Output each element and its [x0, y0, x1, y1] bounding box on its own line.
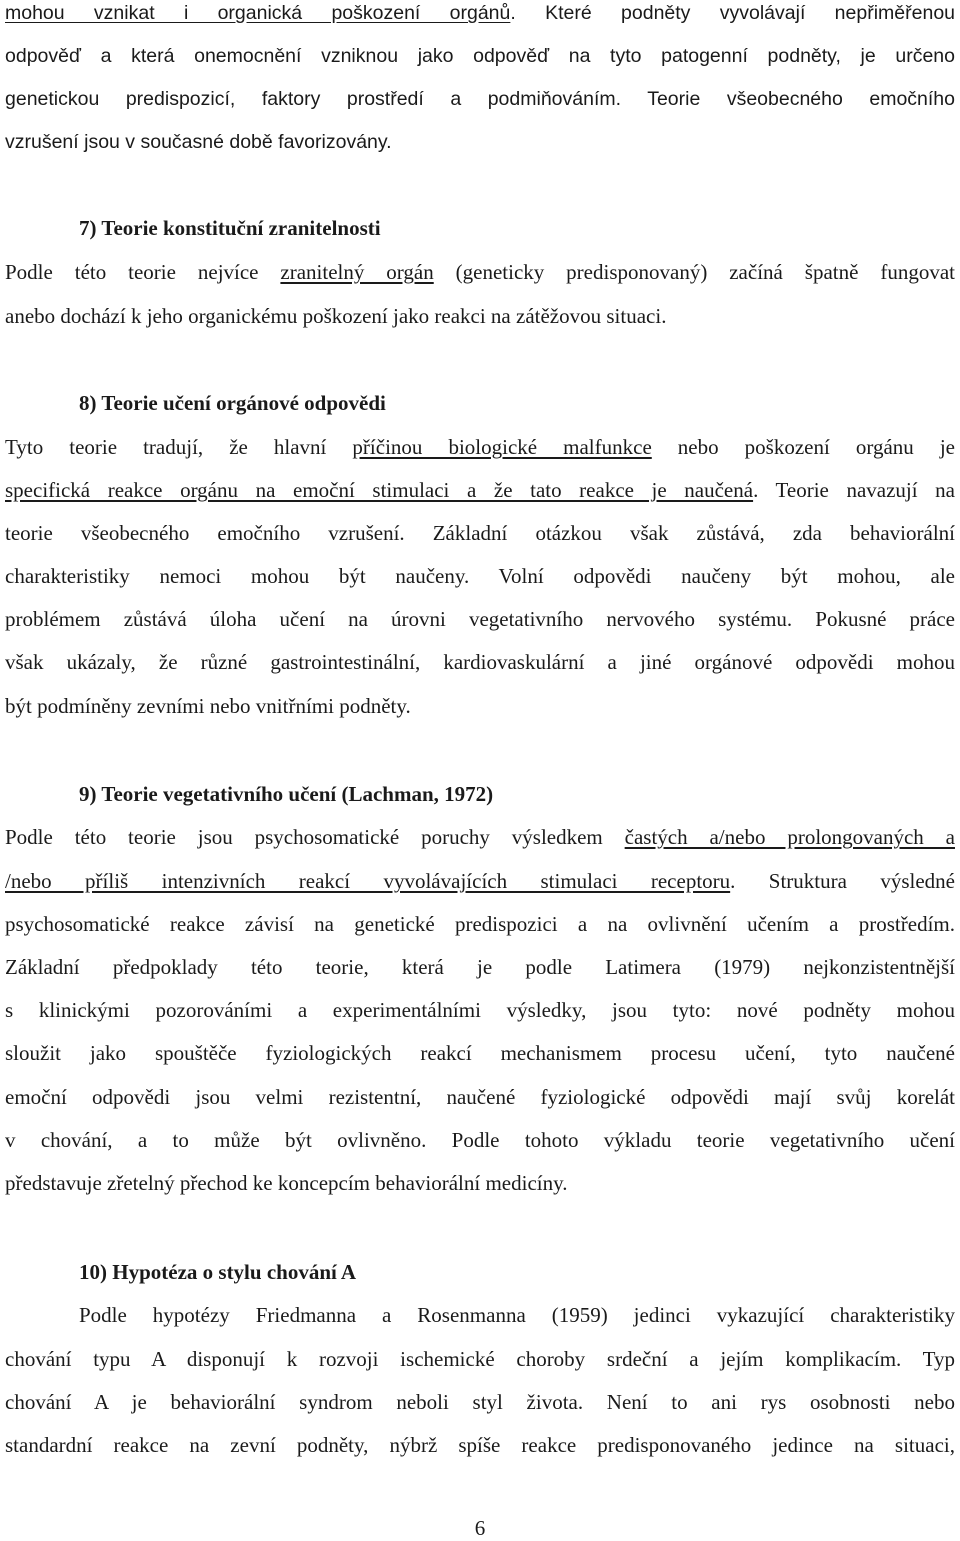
section-9-line-8: v chování, a to může být ovlivněno. Podle tohoto výkladu teorie vegetativního učení	[5, 1128, 955, 1152]
section-8-line-3: teorie všeobecného emočního vzrušení. Základní otázkou však zůstává, zda behaviorální	[5, 521, 955, 545]
intro-line-3: genetickou predispozicí, faktory prostředí a podmiňováním. Teorie všeobecného emočního	[5, 88, 955, 110]
section-8-line-1	[5, 434, 955, 460]
underlined-phrase: častých a/nebo prolongovaných a	[624, 825, 955, 849]
text-run: (geneticky predisponovaný) začíná špatně fungovat	[433, 260, 955, 284]
section-9-line-1	[5, 824, 955, 850]
underlined-phrase: příčinou biologické malfunkce	[352, 435, 652, 459]
page-number: 6	[474, 1516, 486, 1540]
underlined-phrase: mohou vznikat i organická poškození orgánů	[5, 2, 511, 24]
section-9-line-5: s klinickými pozorováními a experimentálními výsledky, jsou tyto: nové podněty mohou	[5, 998, 955, 1022]
section-10-heading: 10) Hypotéza o stylu chování A	[79, 1260, 357, 1284]
section-9-line-6: sloužit jako spouštěče fyziologických reakcí mechanismem procesu učení, tyto naučené	[5, 1041, 955, 1065]
intro-line-2: odpověď a která onemocnění vzniknou jako odpověď na tyto patogenní podněty, je určeno	[5, 45, 955, 67]
section-8-line-7: být podmíněny zevními nebo vnitřními podněty.	[5, 694, 411, 718]
section-7-heading: 7) Teorie konstituční zranitelnosti	[79, 216, 381, 240]
section-8-heading: 8) Teorie učení orgánové odpovědi	[79, 391, 386, 415]
section-10-line-2: chování typu A disponují k rozvoji ischemické choroby srdeční a jejím komplikacím. Typ	[5, 1347, 955, 1371]
section-8-line-6: však ukázaly, že různé gastrointestinální, kardiovaskulární a jiné orgánové odpovědi mohou	[5, 650, 955, 674]
section-10-line-3: chování A je behaviorální syndrom neboli styl života. Není to ani rys osobnosti nebo	[5, 1390, 955, 1414]
underlined-phrase: zranitelný orgán	[280, 260, 434, 284]
underlined-phrase: specifická reakce orgánu na emoční stimulaci a že tato reakce je naučená	[5, 478, 754, 502]
section-9-line-7: emoční odpovědi jsou velmi rezistentní, naučené fyziologické odpovědi mají svůj korelát	[5, 1085, 955, 1109]
section-8-line-5: problémem zůstává úloha učení na úrovni vegetativního nervového systému. Pokusné práce	[5, 607, 955, 631]
section-8-line-4: charakteristiky nemoci mohou být naučeny. Volní odpovědi naučeny být mohou, ale	[5, 564, 955, 588]
section-9-line-9: představuje zřetelný přechod ke koncepcím behaviorální medicíny.	[5, 1171, 568, 1195]
intro-line-4: vzrušení jsou v současné době favorizovány.	[5, 131, 392, 153]
text-run: Tyto teorie tradují, že hlavní	[5, 435, 353, 459]
intro-line-1	[5, 0, 955, 26]
section-9-line-2	[5, 868, 955, 894]
section-9-heading: 9) Teorie vegetativního učení (Lachman, 1972)	[79, 782, 494, 806]
section-7-line-2: anebo dochází k jeho organickému poškození jako reakci na zátěžovou situaci.	[5, 304, 667, 328]
text-run: . Které podněty vyvolávají nepřiměřenou	[510, 2, 955, 24]
section-9-line-4: Základní předpoklady této teorie, která je podle Latimera (1979) nejkonzistentnější	[5, 955, 955, 979]
text-run: Podle této teorie nejvíce	[5, 260, 281, 284]
section-7-line-1	[5, 259, 955, 285]
section-10-line-1: Podle hypotézy Friedmanna a Rosenmanna (1959) jedinci vykazující charakteristiky	[79, 1303, 955, 1327]
section-8-line-2	[5, 477, 955, 503]
text-run: . Teorie navazují na	[753, 478, 955, 502]
text-run: Podle této teorie jsou psychosomatické poruchy výsledkem	[5, 825, 625, 849]
text-run: nebo poškození orgánu je	[651, 435, 955, 459]
underlined-phrase: /nebo příliš intenzivních reakcí vyvolávajících stimulaci receptoru	[5, 869, 731, 893]
section-9-line-3: psychosomatické reakce závisí na genetické predispozici a na ovlivnění učením a prostředím.	[5, 912, 955, 936]
text-run: . Struktura výsledné	[730, 869, 955, 893]
section-10-line-4: standardní reakce na zevní podněty, nýbrž spíše reakce predisponovaného jedince na situaci,	[5, 1433, 955, 1457]
